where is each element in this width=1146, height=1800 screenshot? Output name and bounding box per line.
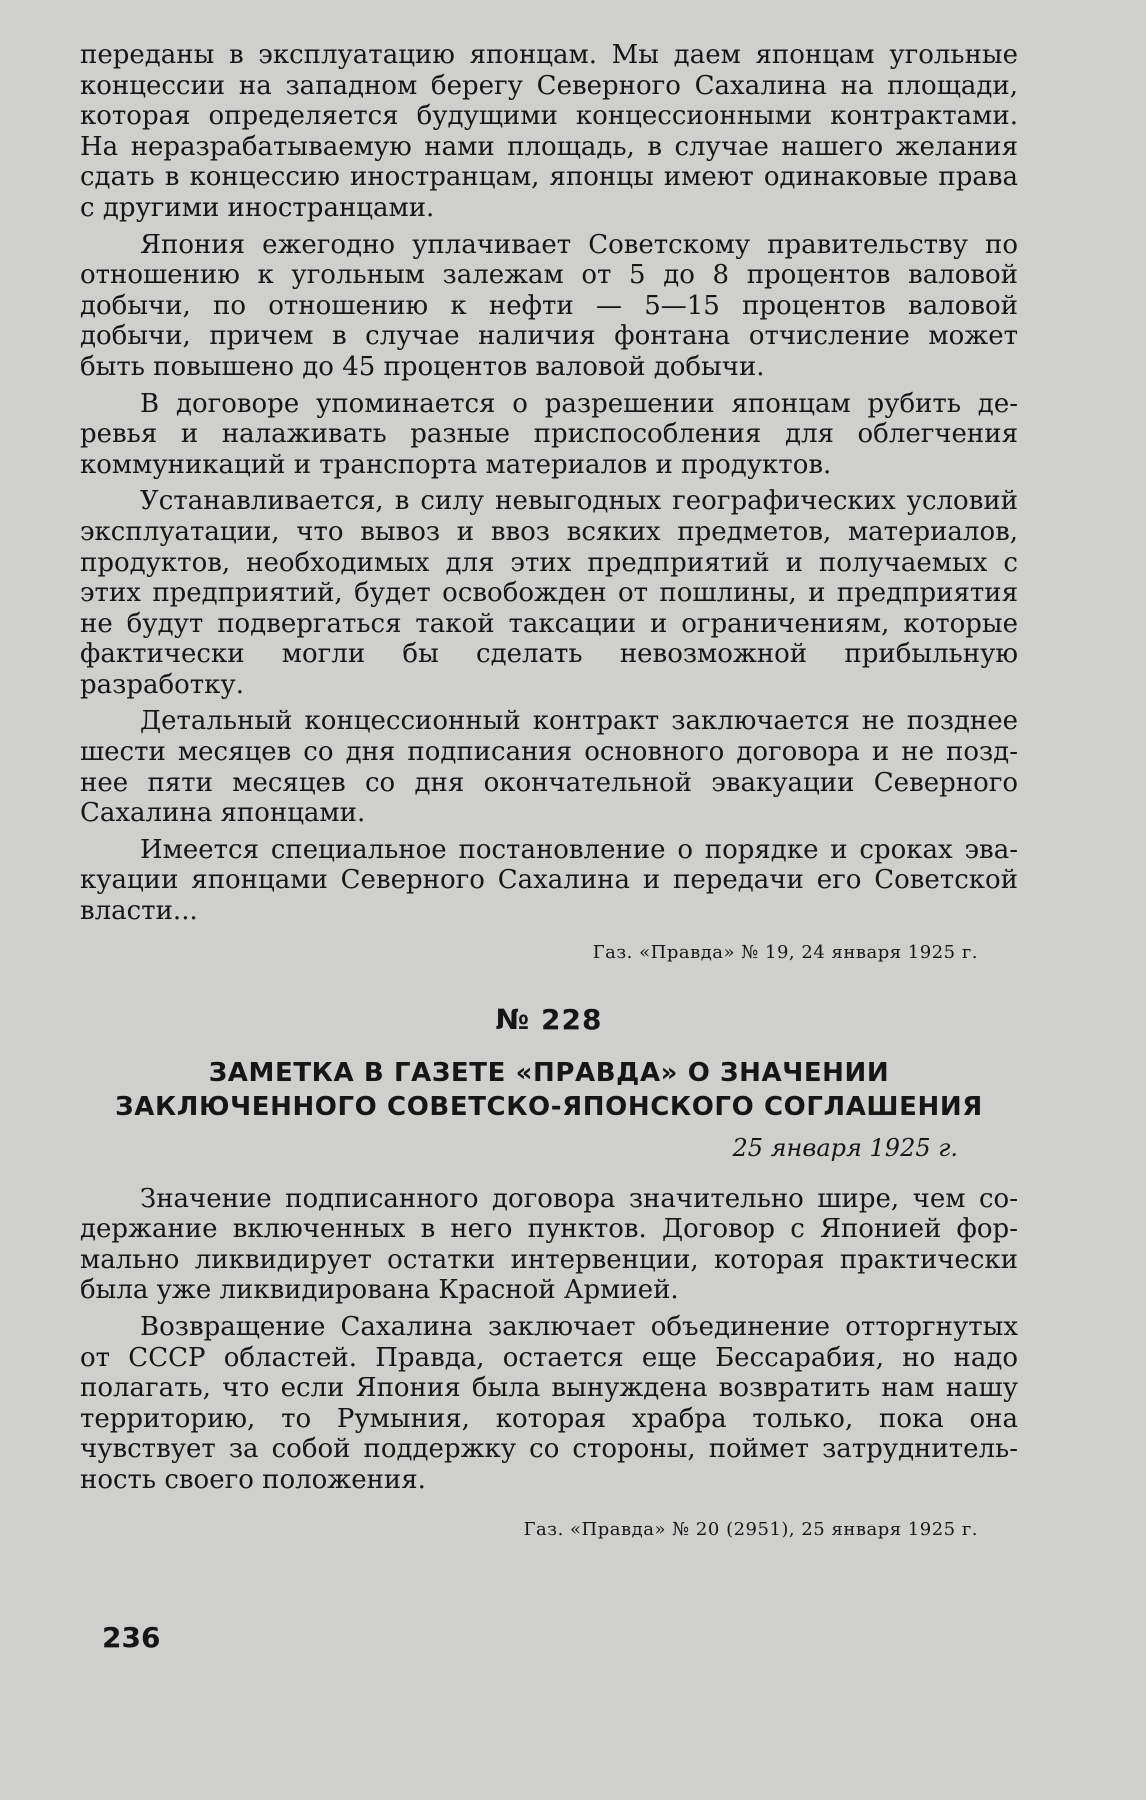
page-number: 236 xyxy=(102,1621,161,1654)
paragraph-significance: Значение подписанного договора значительно шире, чем содержание включенных в него пунктов. Договор с Японией формально ликвидирует остатки интервенции, которая практически была уже ликвидирована Красной Армией. xyxy=(80,1183,1018,1306)
source-citation-19: Газ. «Правда» № 19, 24 января 1925 г. xyxy=(592,941,978,963)
paragraph-duties: Устанавливается, в силу невыгодных географических условий эксплуатации, что вывоз и ввоз всяких предметов, материалов, продуктов, необходимых для этих предприятий и получаемых с этих предприятий, будет освобожден от пошлины, и предприятия не будут подвергаться такой таксации и ограничениям, которые фактически могли бы сделать невозможной прибыльную разработку. xyxy=(80,486,1018,700)
paragraph-continued: переданы в эксплуатацию японцам. Мы даем японцам угольные концессии на западном берегу Северного Сахалина на площади, которая определяется будущими концессионными контрактами. На неразрабатываемую нами площадь, в случае нашего желания сдать в концессию иностранцам, японцы имеют одинаковые права с другими иностранцами. xyxy=(80,40,1018,223)
document-number: № 228 xyxy=(495,1002,603,1036)
paragraph-sakhalin-return: Возвращение Сахалина заключает объединение отторгнутых от СССР областей. Правда, остается еще Бессарабия, но надо полагать, что если Япония была вынуждена возвратить нам нашу территорию, то Румыния, которая храбра только, пока она чувствует за собой поддержку со стороны, поймет затруднительность своего положения. xyxy=(80,1312,1018,1495)
document-date: 25 января 1925 г. xyxy=(732,1133,958,1162)
paragraph-contract: Детальный концессионный контракт заключается не позднее шести месяцев со дня подписания основного договора и не позднее пяти месяцев со дня окончательной эвакуации Северного Сахалина японцами. xyxy=(80,706,1018,829)
document-title xyxy=(80,1056,1018,1124)
paragraph-royalties: Япония ежегодно уплачивает Советскому правительству по отношению к угольным залежам от 5 до 8 процентов валовой добычи, по отношению к нефти — 5—15 процентов валовой добычи, причем в случае наличия фонтана отчисление может быть повышено до 45 процентов валовой добычи. xyxy=(80,229,1018,382)
text-column xyxy=(80,40,1018,1542)
paragraph-evacuation: Имеется специальное постановление о порядке и сроках эвакуации японцами Северного Сахалина и передачи его Советской власти... xyxy=(80,834,1018,927)
document-title-line-2: ЗАКЛЮЧЕННОГО СОВЕТСКО-ЯПОНСКОГО СОГЛАШЕНИЯ xyxy=(115,1091,983,1122)
paragraph-timber: В договоре упоминается о разрешении японцам рубить деревья и налаживать разные приспособления для облегчения коммуникаций и транспорта материалов и продуктов. xyxy=(80,388,1018,480)
document-title-line-1: ЗАМЕТКА В ГАЗЕТЕ «ПРАВДА» О ЗНАЧЕНИИ xyxy=(208,1057,890,1088)
source-citation-20: Газ. «Правда» № 20 (2951), 25 января 1925 г. xyxy=(523,1518,978,1540)
